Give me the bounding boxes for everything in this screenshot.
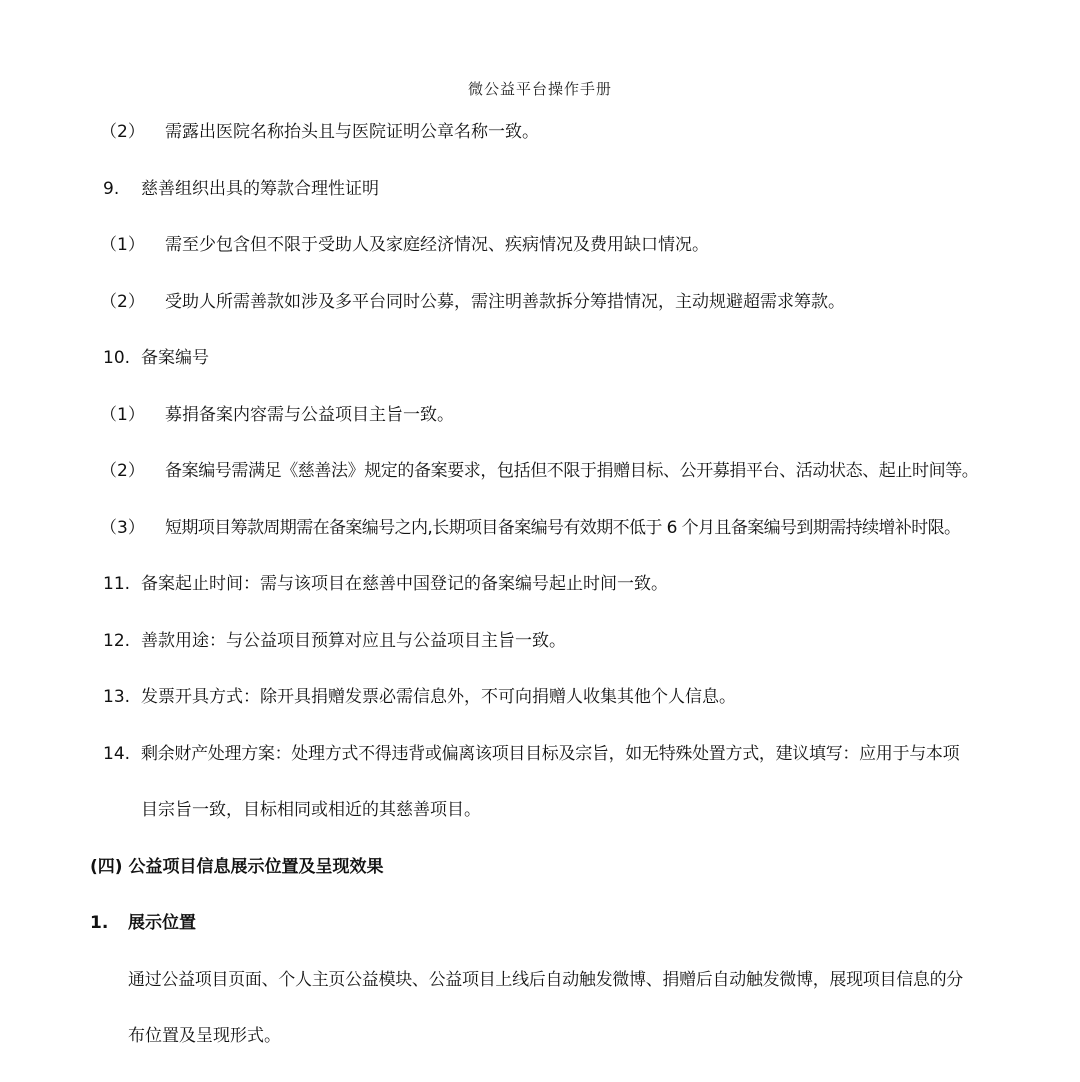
item-text: 需露出医院名称抬头且与医院证明公章名称一致。	[165, 122, 539, 142]
section-heading: (四) 公益项目信息展示位置及呈现效果	[90, 857, 384, 877]
paragraph-text-continuation: 布位置及呈现形式。	[128, 1026, 281, 1046]
item-text: 受助人所需善款如涉及多平台同时公募，需注明善款拆分筹措情况，主动规避超需求筹款。	[165, 292, 845, 312]
item-number: 11.	[103, 574, 131, 594]
item-text: 备案编号	[141, 348, 209, 368]
item-text: 备案起止时间：需与该项目在慈善中国登记的备案编号起止时间一致。	[141, 574, 668, 594]
item-text: 需至少包含但不限于受助人及家庭经济情况、疾病情况及费用缺口情况。	[165, 235, 709, 255]
item-number: （2）	[100, 292, 145, 312]
item-text: 募捐备案内容需与公益项目主旨一致。	[165, 405, 454, 425]
item-text: 短期项目筹款周期需在备案编号之内,长期项目备案编号有效期不低于 6 个月且备案编号到期需持续增补时限。	[165, 518, 961, 538]
paragraph-text: 通过公益项目页面、个人主页公益模块、公益项目上线后自动触发微博、捐赠后自动触发微博，展现项目信息的分	[128, 970, 963, 990]
item-number: （3）	[100, 518, 145, 538]
item-number: （1）	[100, 405, 145, 425]
page-header: 微公益平台操作手册	[467, 80, 612, 98]
item-text: 发票开具方式：除开具捐赠发票必需信息外，不可向捐赠人收集其他个人信息。	[141, 687, 736, 707]
item-text: 备案编号需满足《慈善法》规定的备案要求，包括但不限于捐赠目标、公开募捐平台、活动状态、起止时间等。	[165, 461, 979, 481]
item-number: （1）	[100, 235, 145, 255]
item-number: （2）	[100, 122, 145, 142]
item-text-continuation: 目宗旨一致，目标相同或相近的其慈善项目。	[141, 800, 481, 820]
item-number: 10.	[103, 348, 131, 368]
item-text: 慈善组织出具的筹款合理性证明	[141, 179, 379, 199]
item-number: 12.	[103, 631, 131, 651]
item-text: 善款用途：与公益项目预算对应且与公益项目主旨一致。	[141, 631, 566, 651]
item-number: 14.	[103, 744, 131, 764]
item-text: 剩余财产处理方案：处理方式不得违背或偏离该项目目标及宗旨，如无特殊处置方式，建议填写：应用于与本项	[141, 744, 960, 764]
subsection-heading: 展示位置	[128, 913, 196, 933]
item-number: 9.	[103, 179, 120, 199]
item-number: （2）	[100, 461, 145, 481]
item-number: 13.	[103, 687, 131, 707]
subsection-number: 1.	[90, 913, 109, 933]
